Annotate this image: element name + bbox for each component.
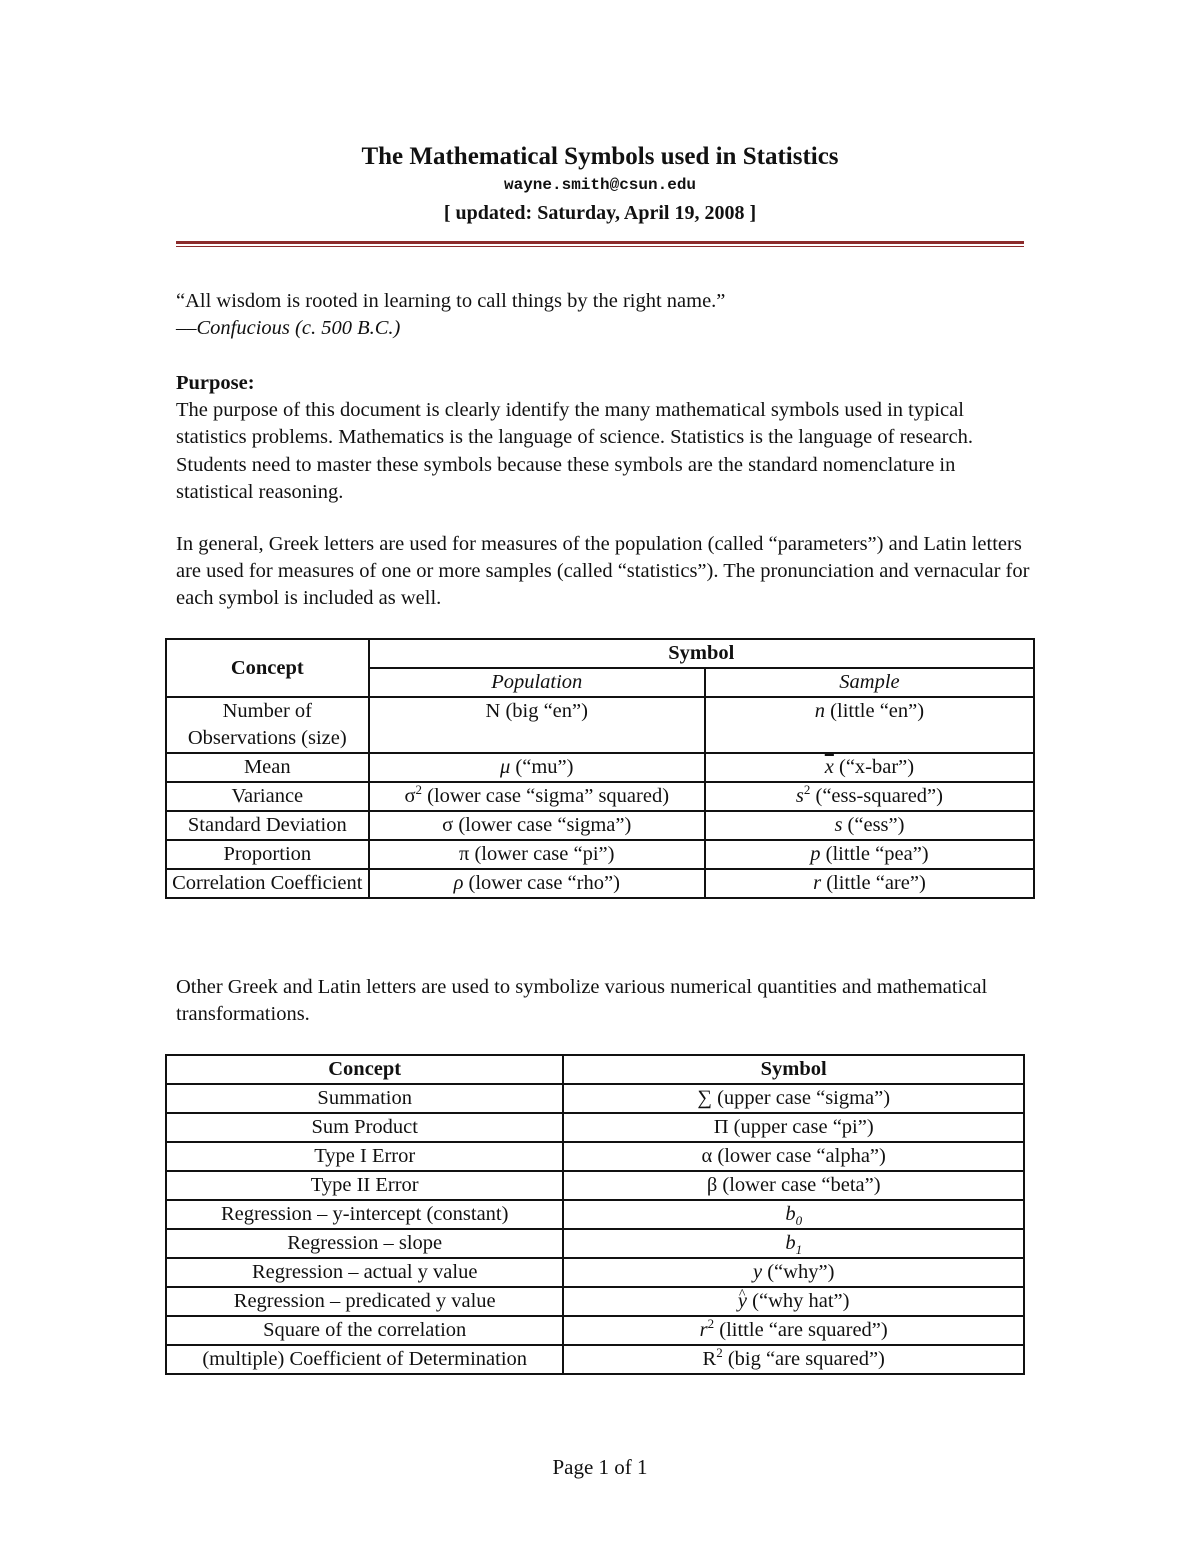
population-symbol-cell: $\sigma^2$ (lower case “sigma” squared) <box>369 782 705 811</box>
other-symbols-paragraph: Other Greek and Latin letters are used to symbolize various numerical quantities and mathematical transformations. <box>176 976 988 1026</box>
symbol-cell: $R^2$ (big “are squared”) <box>563 1345 1024 1374</box>
symbol: ^ y <box>738 1290 747 1312</box>
table-row <box>166 1229 1024 1258</box>
concept-cell: Type II Error <box>166 1171 563 1200</box>
population-symbol-cell: ρ (lower case “rho”) <box>369 869 705 898</box>
table-row <box>166 1287 1024 1316</box>
table1-sample-header: Sample <box>705 668 1034 697</box>
table-row <box>166 869 1034 898</box>
page-number: Page 1 of 1 <box>552 1455 648 1479</box>
symbol-cell: $b_1$ <box>563 1229 1024 1258</box>
symbol: s <box>795 785 804 807</box>
symbol: σ <box>404 785 416 807</box>
symbol: $\overline{x}$ <box>824 756 834 778</box>
table-row <box>166 1258 1024 1287</box>
sample-symbol-cell: n (little “en”) <box>705 697 1034 753</box>
document-title: The Mathematical Symbols used in Statistics <box>361 143 839 170</box>
population-symbol-cell: σ (lower case “sigma”) <box>369 811 705 840</box>
population-symbol-cell: N (big “en”) <box>369 697 705 753</box>
table-row <box>166 782 1034 811</box>
symbol: b <box>785 1232 796 1254</box>
sample-symbol-cell: $s^2$ (“ess-squared”) <box>705 782 1034 811</box>
symbol-cell: ∑ (upper case “sigma”) <box>563 1084 1024 1113</box>
header-divider <box>176 241 1024 244</box>
population-symbol-cell: μ (“mu”) <box>369 753 705 782</box>
other-symbols-table <box>165 1054 1025 1375</box>
concept-cell: Number of Observations (size) <box>166 697 369 753</box>
quote-block <box>176 288 1036 342</box>
sample-symbol-cell: p (little “pea”) <box>705 840 1034 869</box>
updated-date: [ updated: Saturday, April 19, 2008 ] <box>443 202 757 224</box>
table-row <box>166 811 1034 840</box>
table-row <box>166 840 1034 869</box>
table2-concept-header: Concept <box>166 1055 563 1084</box>
table-row <box>166 1142 1024 1171</box>
quote-text: “All wisdom is rooted in learning to call things by the right name.” <box>176 290 726 312</box>
symbol: σ <box>442 814 454 836</box>
table-row <box>166 753 1034 782</box>
symbol: μ <box>500 756 511 778</box>
symbol: y <box>753 1261 763 1283</box>
symbol: p <box>810 843 821 865</box>
concept-cell: Type I Error <box>166 1142 563 1171</box>
symbol-cell: y (“why”) <box>563 1258 1024 1287</box>
table-row <box>166 1316 1024 1345</box>
symbol: ρ <box>453 872 464 894</box>
population-sample-table <box>165 638 1035 899</box>
concept-cell: Sum Product <box>166 1113 563 1142</box>
quote-attribution: ––Confucious (c. 500 B.C.) <box>176 317 401 340</box>
symbol-cell: ^ y (“why hat”) <box>563 1287 1024 1316</box>
table-row <box>166 1113 1024 1142</box>
concept-cell: Regression – slope <box>166 1229 563 1258</box>
symbol: Π <box>713 1116 729 1138</box>
concept-cell: Regression – y-intercept (constant) <box>166 1200 563 1229</box>
symbol: ∑ <box>697 1087 712 1109</box>
concept-cell: Summation <box>166 1084 563 1113</box>
author-email: wayne.smith@csun.edu <box>503 176 697 194</box>
symbol: R <box>702 1348 717 1370</box>
general-paragraph: In general, Greek letters are used for measures of the population (called “parameters”) and Latin letters are used for measures of one or more samples (called “statistics”). The pronunciation and vernacular for each symbol is included as well. <box>176 533 1030 610</box>
table-row <box>166 697 1034 753</box>
symbol: b <box>785 1203 796 1225</box>
sample-symbol-cell: s (“ess”) <box>705 811 1034 840</box>
sample-symbol-cell: $\overline{x}$ (“x-bar”) <box>705 753 1034 782</box>
table-row <box>166 1345 1024 1374</box>
symbol: r <box>813 872 822 894</box>
concept-cell: (multiple) Coefficient of Determination <box>166 1345 563 1374</box>
population-symbol-cell: π (lower case “pi”) <box>369 840 705 869</box>
table1-symbol-header: Symbol <box>369 639 1034 668</box>
symbol: N <box>485 700 501 722</box>
table-row <box>166 1084 1024 1113</box>
concept-cell: Standard Deviation <box>166 811 369 840</box>
header-divider-thin <box>176 246 1024 247</box>
concept-cell: Regression – predicated y value <box>166 1287 563 1316</box>
symbol-cell: Π (upper case “pi”) <box>563 1113 1024 1142</box>
document-header <box>0 140 1200 230</box>
purpose-paragraph: The purpose of this document is clearly identify the many mathematical symbols used in typical statistics problems. Mathematics is the language of science. Statistics is the language of research. Students need to master these symbols because these symbols are the standard nomenclature in statistical reasoning. <box>176 399 973 503</box>
table1-population-header: Population <box>369 668 705 697</box>
table-row <box>166 1200 1024 1229</box>
symbol: n <box>814 700 826 722</box>
sample-symbol-cell: r (little “are”) <box>705 869 1034 898</box>
purpose-heading: Purpose: <box>176 372 255 394</box>
concept-cell: Proportion <box>166 840 369 869</box>
purpose-section <box>176 370 1036 506</box>
symbol: α <box>701 1145 713 1167</box>
symbol-cell: $b_0$ <box>563 1200 1024 1229</box>
symbol-cell: β (lower case “beta”) <box>563 1171 1024 1200</box>
symbol: β <box>706 1174 718 1196</box>
symbol-cell: $r^2$ (little “are squared”) <box>563 1316 1024 1345</box>
table2-symbol-header: Symbol <box>563 1055 1024 1084</box>
concept-cell: Correlation Coefficient <box>166 869 369 898</box>
symbol: π <box>459 843 470 865</box>
concept-cell: Square of the correlation <box>166 1316 563 1345</box>
concept-cell: Regression – actual y value <box>166 1258 563 1287</box>
table1-concept-header: Concept <box>166 639 369 697</box>
concept-cell: Variance <box>166 782 369 811</box>
symbol-cell: α (lower case “alpha”) <box>563 1142 1024 1171</box>
table-row <box>166 1171 1024 1200</box>
symbol: s <box>834 814 843 836</box>
concept-cell: Mean <box>166 753 369 782</box>
symbol: r <box>699 1319 708 1341</box>
